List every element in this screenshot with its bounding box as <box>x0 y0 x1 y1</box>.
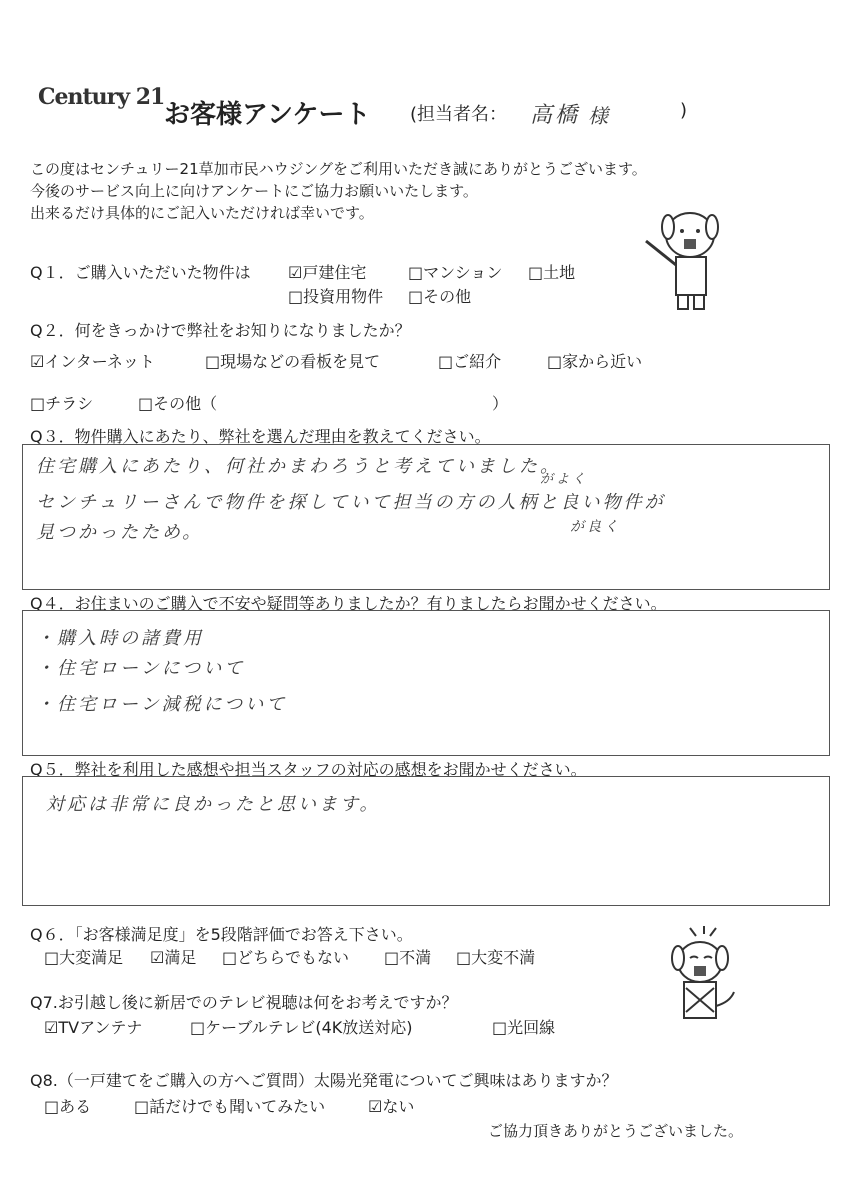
q6-option-neutral[interactable]: □どちらでもない <box>222 948 349 967</box>
q2-option-signboard[interactable]: □現場などの看板を見て <box>205 352 381 371</box>
q2-label: Q２．何をきっかけで弊社をお知りになりましたか？ <box>30 321 411 340</box>
q8-option-yes[interactable]: □ある <box>44 1097 92 1116</box>
q1-option-investment[interactable]: □投資用物件 <box>288 287 384 306</box>
q6-option-dissatisfied[interactable]: □不満 <box>384 948 432 967</box>
q2-option-referral[interactable]: □ご紹介 <box>438 352 502 371</box>
staff-label: (担当者名： <box>410 104 508 125</box>
q3-answer-line-3: 見つかったため。 <box>36 522 204 543</box>
mascot-pointing-icon <box>640 205 730 315</box>
logo-text: Century 21 <box>38 84 165 110</box>
q8-option-no[interactable]: ☑ない <box>368 1097 415 1116</box>
q6-option-very-satisfied[interactable]: □大変満足 <box>44 948 124 967</box>
staff-honorific: 様 <box>588 104 611 128</box>
q3-answer-line-2: センチュリーさんで物件を探していて担当の方の人柄と良い物件が <box>36 492 666 513</box>
q4-answer-line-1: ・購入時の諸費用 <box>36 628 204 649</box>
mascot-bowing-icon <box>660 922 740 1032</box>
q3-answer-insert-below: が良く <box>570 519 621 535</box>
q3-answer-insert-above: がよく <box>540 472 589 487</box>
q5-label: Q５．弊社を利用した感想や担当スタッフの対応の感想をお聞かせください。 <box>30 760 587 779</box>
footer-thanks: ご協力頂きありがとうございました。 <box>488 1122 744 1140</box>
q3-label: Q３．物件購入にあたり、弊社を選んだ理由を教えてください。 <box>30 427 491 446</box>
staff-close: ) <box>680 100 688 121</box>
q1-option-land[interactable]: □土地 <box>528 263 576 282</box>
q1-option-mansion[interactable]: □マンション <box>408 263 503 282</box>
q2-option-other-close: ） <box>492 394 509 413</box>
q4-label: Q４．お住まいのご購入で不安や疑問等ありましたか？有りましたらお聞かせください。 <box>30 594 667 613</box>
q8-option-just-listen[interactable]: □話だけでも聞いてみたい <box>134 1097 326 1116</box>
q1-label: Q１．ご購入いただいた物件は <box>30 263 251 282</box>
q7-option-cable-tv[interactable]: □ケーブルテレビ(4K放送対応) <box>190 1018 413 1037</box>
q7-label: Q7.お引越し後に新居でのテレビ視聴は何をお考えですか？ <box>30 993 458 1012</box>
q2-option-near-home[interactable]: □家から近い <box>547 352 643 371</box>
q2-option-internet[interactable]: ☑インターネット <box>30 352 155 371</box>
q6-label: Q６．「お客様満足度」を5段階評価でお答え下さい。 <box>30 925 413 944</box>
q7-option-tv-antenna[interactable]: ☑TVアンテナ <box>44 1018 143 1037</box>
q8-label: Q8.（一戸建てをご購入の方へご質問）太陽光発電についてご興味はありますか？ <box>30 1071 618 1090</box>
q4-answer-line-3: ・住宅ローン減税について <box>36 694 288 715</box>
q2-option-flyer[interactable]: □チラシ <box>30 394 94 413</box>
century21-logo <box>38 84 164 110</box>
q5-answer-line-1: 対応は非常に良かったと思います。 <box>46 794 381 815</box>
q2-option-other[interactable]: □その他（ <box>138 394 218 413</box>
q6-option-satisfied[interactable]: ☑満足 <box>150 948 197 967</box>
intro-line-2: 今後のサービス向上に向けアンケートにご協力お願いいたします。 <box>30 182 478 200</box>
q3-answer-line-1: 住宅購入にあたり、何社かまわろうと考えていました。 <box>36 456 561 477</box>
q1-option-house[interactable]: ☑戸建住宅 <box>288 263 367 282</box>
q1-option-other[interactable]: □その他 <box>408 287 472 306</box>
q7-option-fiber[interactable]: □光回線 <box>492 1018 556 1037</box>
page-title: お客様アンケート <box>164 100 371 130</box>
q6-option-very-dissatisfied[interactable]: □大変不満 <box>456 948 536 967</box>
intro-line-1: この度はセンチュリー21草加市民ハウジングをご利用いただき誠にありがとうございます。 <box>30 160 647 178</box>
intro-line-3: 出来るだけ具体的にご記入いただければ幸いです。 <box>30 204 374 222</box>
staff-name: 高橋 <box>530 103 581 128</box>
q4-answer-line-2: ・住宅ローンについて <box>36 658 246 679</box>
